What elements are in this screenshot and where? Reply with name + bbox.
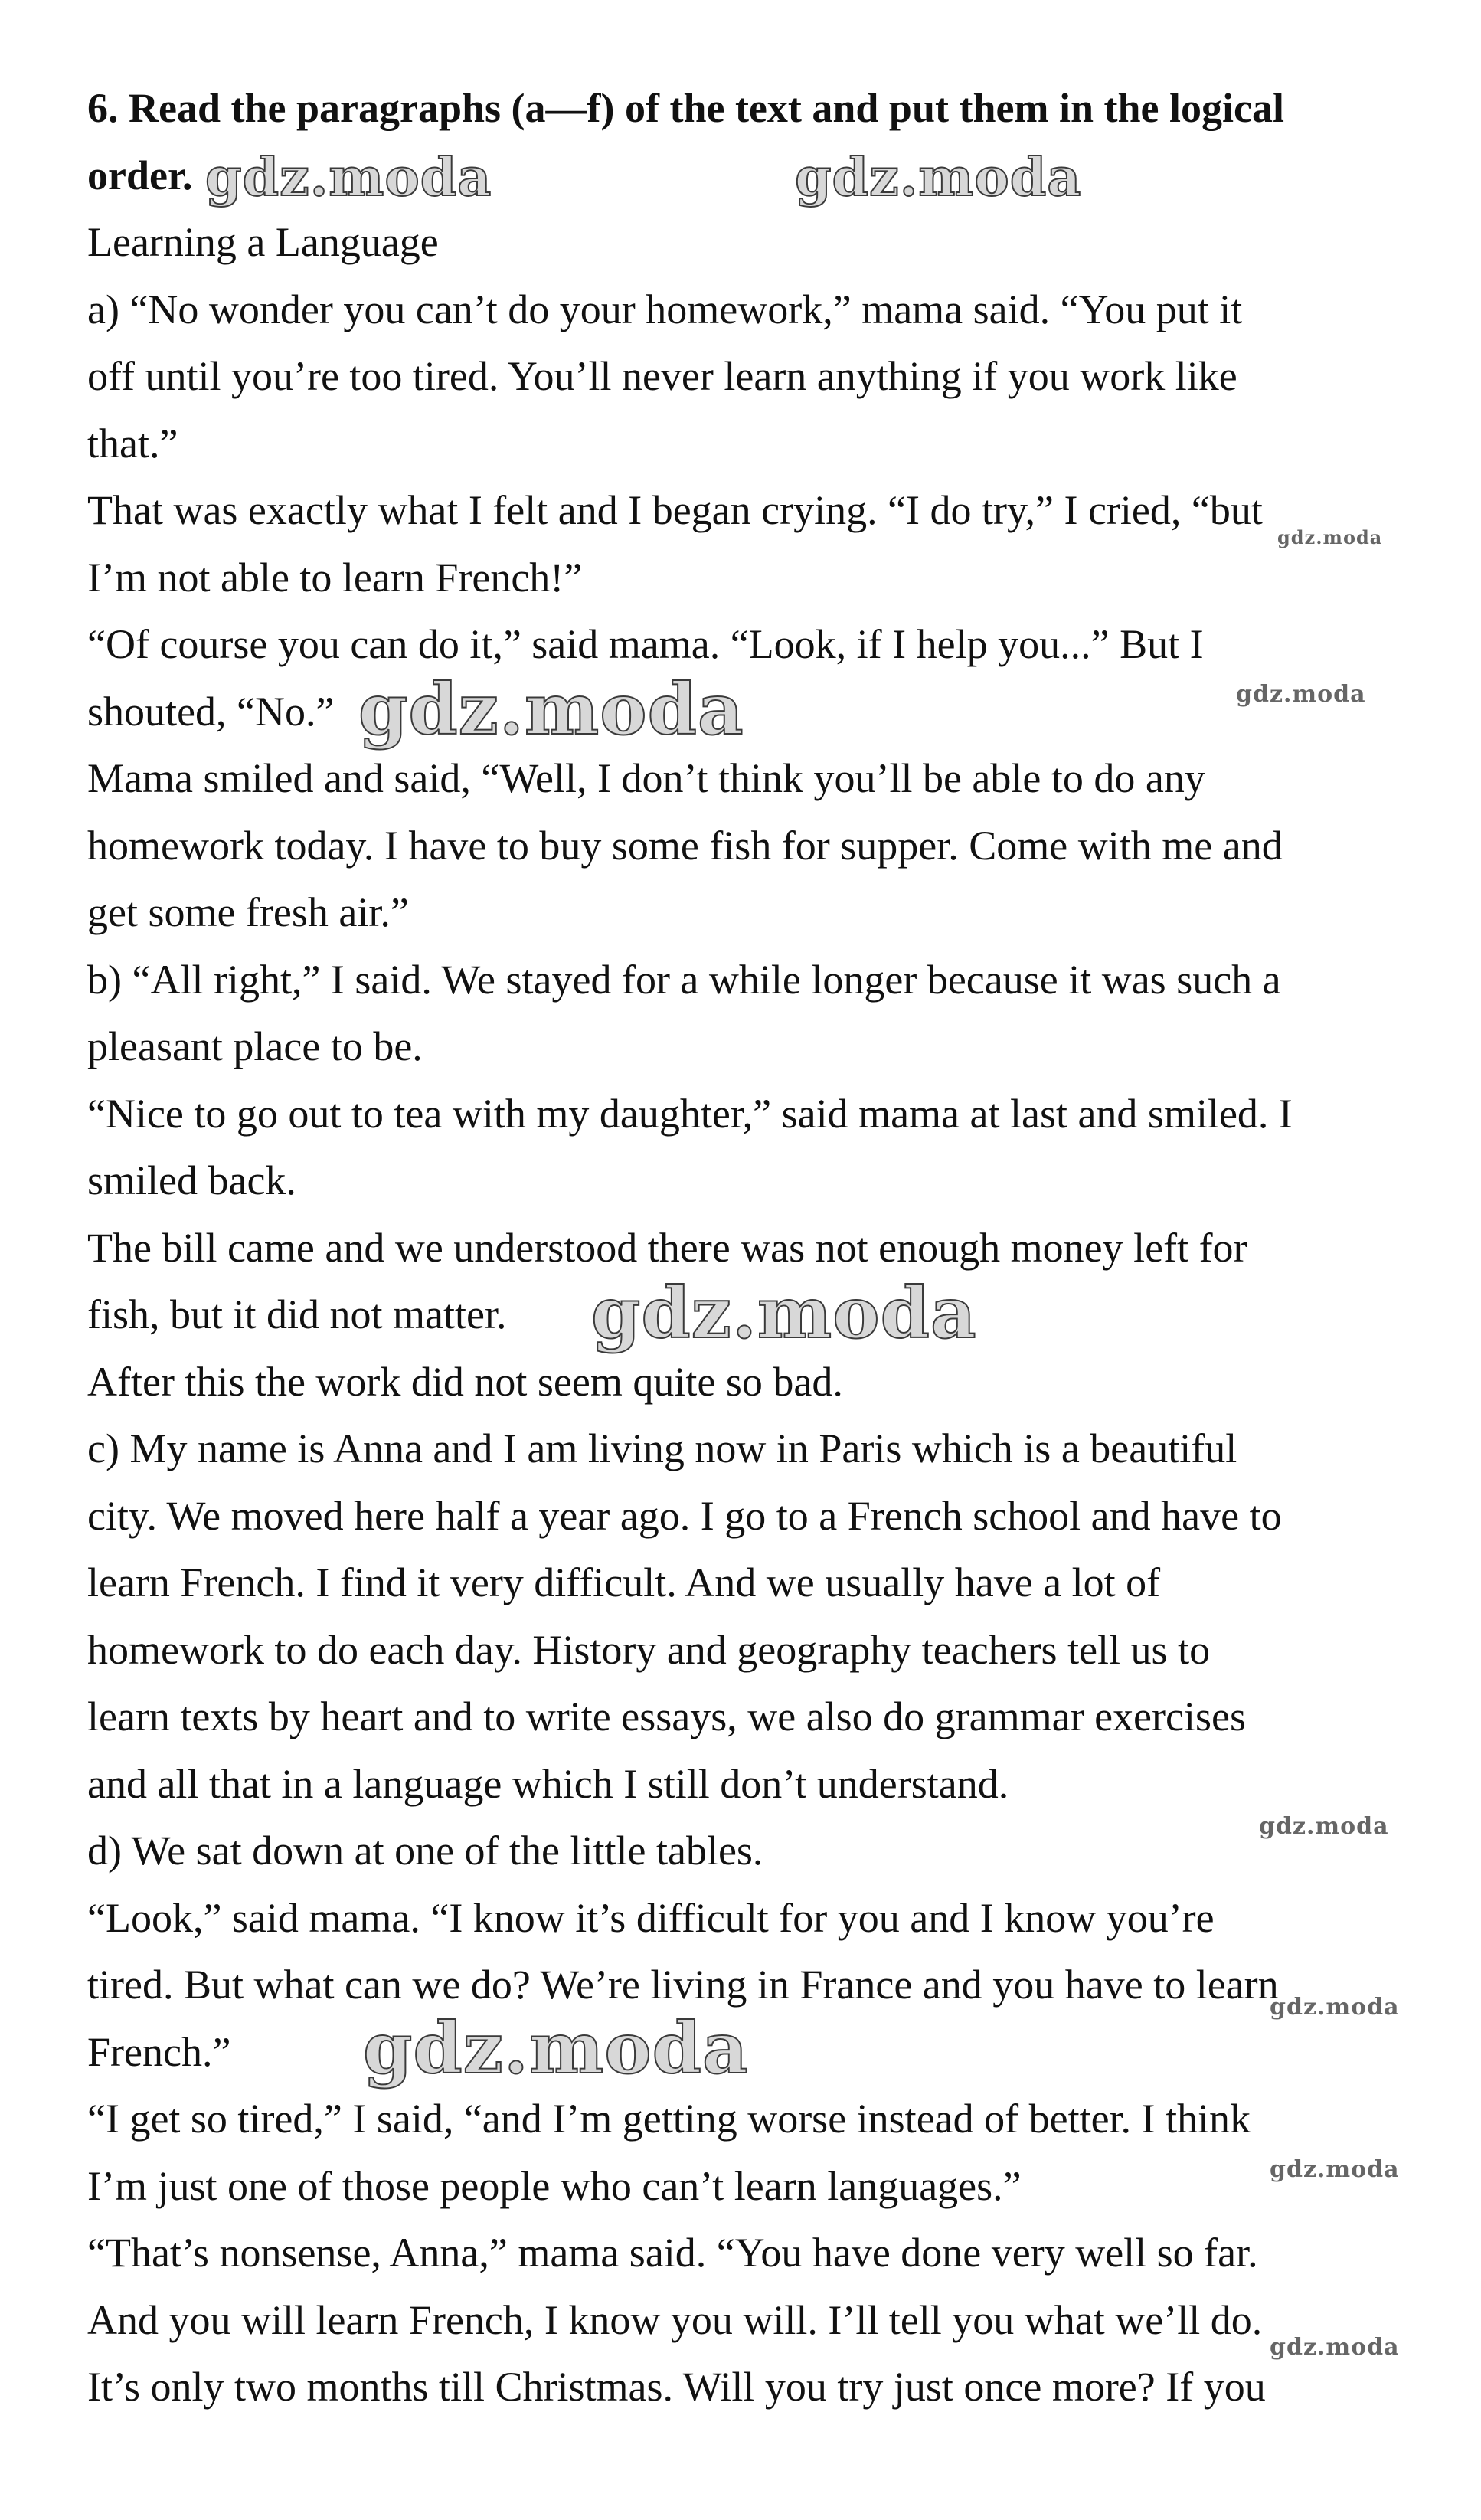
paragraph-c-line: learn texts by heart and to write essays, we also do grammar exercises <box>87 1694 1246 1739</box>
paragraph-d-line: “I get so tired,” I said, “and I’m getting worse instead of better. I think <box>87 2096 1251 2142</box>
watermark-logo: gdz.moda <box>1270 1994 1400 2021</box>
watermark-logo: gdz.moda <box>358 668 744 751</box>
paragraph-b-line: After this the work did not seem quite so bad. <box>87 1358 843 1405</box>
paragraph-c-line: homework to do each day. History and geography teachers tell us to <box>87 1626 1211 1673</box>
watermark-logo: gdz.moda <box>795 147 1082 208</box>
watermark-logo: gdz.moda <box>205 147 492 208</box>
paragraph-c-line: city. We moved here half a year ago. I go to a French school and have to <box>87 1492 1282 1539</box>
watermark-logo: gdz.moda <box>1277 526 1383 548</box>
paragraph-c-line: learn French. I find it very difficult. And we usually have a lot of <box>87 1559 1161 1605</box>
paragraph-a-line: a) “No wonder you can’t do your homework,” mama said. “You put it <box>87 286 1243 332</box>
watermark-logo: gdz.moda <box>363 2007 749 2090</box>
watermark-logo: gdz.moda <box>1259 1813 1389 1840</box>
watermark-logo: gdz.moda <box>1236 681 1366 708</box>
paragraph-d-line: French.” <box>87 2028 231 2075</box>
watermark-logo: gdz.moda <box>1270 2334 1400 2361</box>
paragraph-b-line: pleasant place to be. <box>87 1023 423 1069</box>
paragraph-a-line: shouted, “No.” <box>87 688 335 735</box>
exercise-title-line-1: 6. Read the paragraphs (a—f) of the text and put them in the logical <box>87 85 1284 131</box>
paragraph-c-line: c) My name is Anna and I am living now in Paris which is a beautiful <box>87 1425 1237 1471</box>
paragraph-d-line: I’m just one of those people who can’t learn languages.” <box>87 2162 1022 2209</box>
paragraph-d-line: “Look,” said mama. “I know it’s difficult for you and I know you’re <box>87 1894 1215 1941</box>
paragraph-d-line: It’s only two months till Christmas. Will you try just once more? If you <box>87 2364 1266 2410</box>
paragraph-d-line: d) We sat down at one of the little tables. <box>87 1828 763 1874</box>
paragraph-d-line: And you will learn French, I know you will. I’ll tell you what we’ll do. <box>87 2296 1263 2343</box>
paragraph-a-line: I’m not able to learn French!” <box>87 554 583 601</box>
paragraph-a-line: “Of course you can do it,” said mama. “Look, if I help you...” But I <box>87 621 1204 667</box>
paragraph-b-line: The bill came and we understood there was not enough money left for <box>87 1224 1247 1271</box>
paragraph-b-line: “Nice to go out to tea with my daughter,” said mama at last and smiled. I <box>87 1090 1293 1137</box>
watermark-logo: gdz.moda <box>1270 2156 1400 2183</box>
exercise-title-line-2: order. <box>87 152 193 198</box>
paragraph-a-line: off until you’re too tired. You’ll never learn anything if you work like <box>87 353 1237 399</box>
paragraph-a-line: That was exactly what I felt and I began crying. “I do try,” I cried, “but <box>87 487 1263 533</box>
paragraph-a-line: that.” <box>87 420 178 466</box>
paragraph-a-line: homework today. I have to buy some fish for supper. Come with me and <box>87 822 1283 869</box>
text-title: Learning a Language <box>87 219 439 265</box>
watermark-logo: gdz.moda <box>591 1271 977 1354</box>
paragraph-d-line: “That’s nonsense, Anna,” mama said. “You have done very well so far. <box>87 2230 1258 2276</box>
paragraph-a-line: Mama smiled and said, “Well, I don’t think you’ll be able to do any <box>87 755 1205 801</box>
paragraph-d-line: tired. But what can we do? We’re living in France and you have to learn <box>87 1962 1279 2008</box>
paragraph-b-line: b) “All right,” I said. We stayed for a while longer because it was such a <box>87 956 1281 1003</box>
paragraph-b-line: fish, but it did not matter. <box>87 1291 507 1337</box>
paragraph-a-line: get some fresh air.” <box>87 889 409 935</box>
document-page <box>87 75 1420 2421</box>
paragraph-b-line: smiled back. <box>87 1157 296 1203</box>
paragraph-c-line: and all that in a language which I still don’t understand. <box>87 1760 1009 1807</box>
